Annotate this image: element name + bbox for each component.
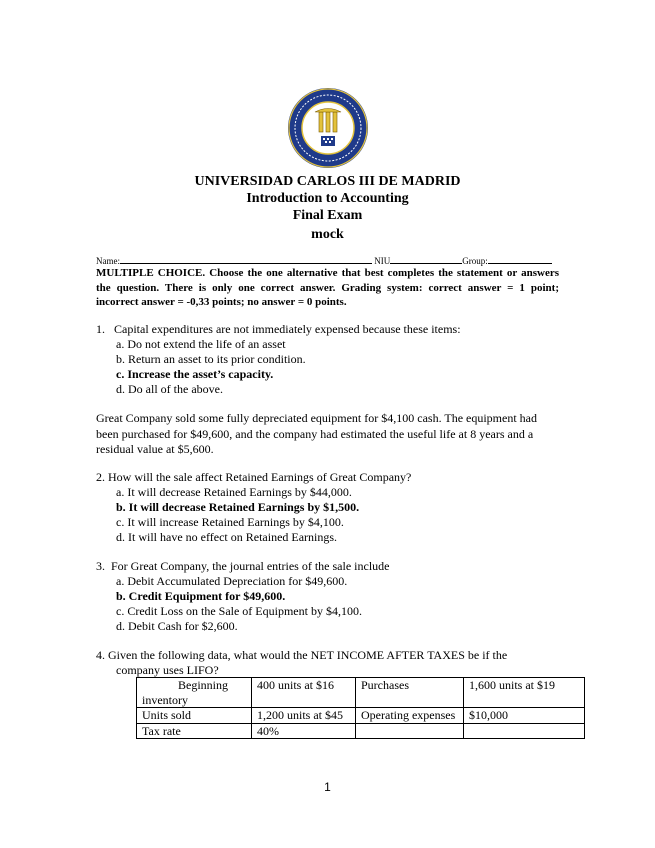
table-cell: Operating expenses (356, 708, 464, 724)
option-c-correct[interactable]: c. Increase the asset’s capacity. (116, 367, 274, 381)
option-d[interactable]: d. It will have no effect on Retained Earnings. (116, 530, 338, 544)
student-info-line (96, 255, 552, 266)
name-field[interactable] (120, 255, 372, 264)
exam-variant: mock (311, 227, 344, 242)
table-row (137, 708, 585, 724)
instructions: MULTIPLE CHOICE. Choose the one alternative that best completes the statement or answers the question. There is only one correct answer. Grading system: correct answer = 1 point; incorrect answer = -0,33 points; no answer = 0 points. (96, 267, 559, 308)
question-stem: 2. How will the sale affect Retained Earnings of Great Company? (96, 470, 412, 484)
question-stem: 1. Capital expenditures are not immediately expensed because these items: (96, 322, 461, 336)
option-a[interactable]: a. Debit Accumulated Depreciation for $49,600. (116, 574, 348, 588)
table-cell: Units sold (137, 708, 252, 724)
university-seal-logo (286, 87, 370, 169)
question-3 (96, 559, 389, 634)
scenario-text: Great Company sold some fully depreciated equipment for $4,100 cash. The equipment had been purchased for $49,600, and the company had estimated the useful life at 8 years and a residual value at $5,600. (96, 411, 537, 456)
table-cell (464, 723, 585, 739)
option-d[interactable]: d. Do all of the above. (116, 382, 223, 396)
option-b-correct[interactable]: b. Credit Equipment for $49,600. (116, 589, 286, 603)
group-field[interactable] (488, 255, 552, 264)
inventory-data-table (136, 677, 585, 739)
option-b-correct[interactable]: b. It will decrease Retained Earnings by $1,500. (116, 500, 360, 514)
table-cell: 1,600 units at $19 (464, 678, 585, 708)
table-row (137, 723, 585, 739)
table-row (137, 678, 585, 708)
table-cell (356, 723, 464, 739)
option-d[interactable]: d. Debit Cash for $2,600. (116, 619, 238, 633)
option-a[interactable]: a. Do not extend the life of an asset (116, 337, 286, 351)
question-2 (96, 470, 411, 545)
question-1 (96, 322, 461, 397)
table-cell: Tax rate (137, 723, 252, 739)
niu-label: NIU (374, 256, 391, 266)
question-stem: 3. For Great Company, the journal entries of the sale include (96, 559, 390, 573)
page-number: 1 (324, 780, 331, 794)
group-label: Group: (462, 256, 488, 266)
table-cell: $10,000 (464, 708, 585, 724)
option-c[interactable]: c. Credit Loss on the Sale of Equipment by $4,100. (116, 604, 362, 618)
question-stem-line-1: 4. Given the following data, what would the NET INCOME AFTER TAXES be if the (96, 648, 508, 662)
question-4 (96, 648, 507, 678)
table-cell: Beginning inventory (137, 678, 252, 708)
table-cell: Purchases (356, 678, 464, 708)
table-cell: 1,200 units at $45 (252, 708, 356, 724)
question-stem-line-2: company uses LIFO? (116, 663, 219, 677)
university-title: UNIVERSIDAD CARLOS III DE MADRID (194, 174, 461, 189)
table-cell: 40% (252, 723, 356, 739)
table-cell: 400 units at $16 (252, 678, 356, 708)
option-c[interactable]: c. It will increase Retained Earnings by $4,100. (116, 515, 344, 529)
option-b[interactable]: b. Return an asset to its prior condition. (116, 352, 306, 366)
niu-field[interactable] (390, 255, 462, 264)
name-label: Name: (96, 256, 120, 266)
exam-title: Final Exam (292, 208, 363, 223)
course-title: Introduction to Accounting (246, 191, 409, 206)
option-a[interactable]: a. It will decrease Retained Earnings by $44,000. (116, 485, 352, 499)
